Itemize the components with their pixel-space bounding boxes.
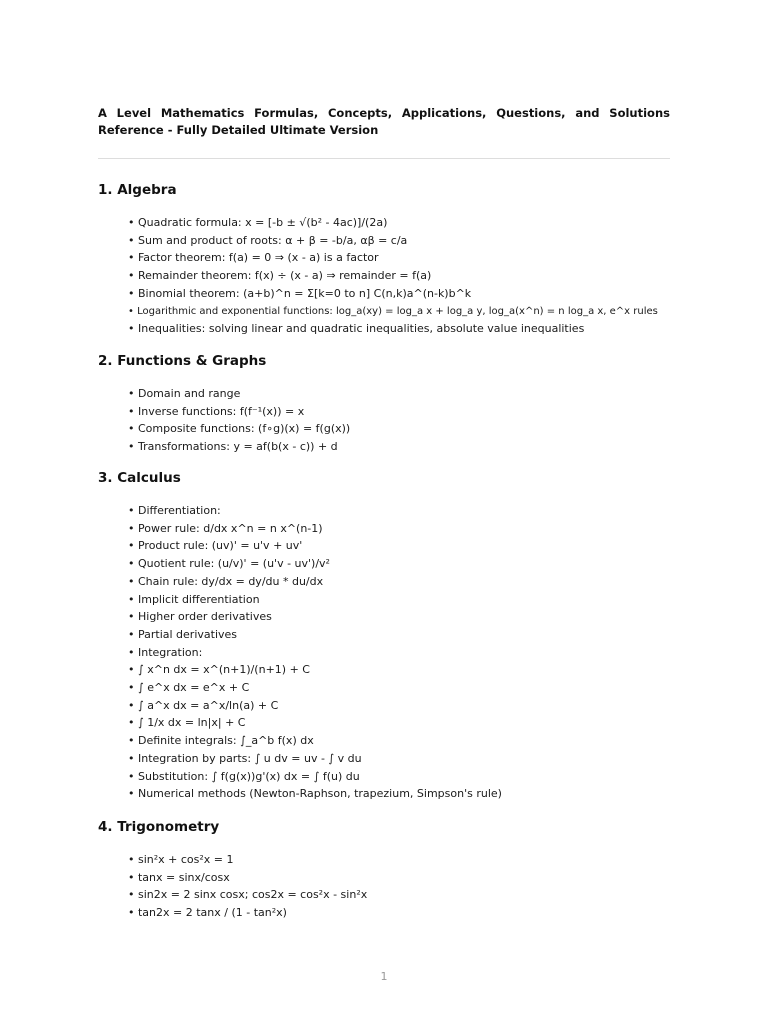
list-item: • tanx = sinx/cosx — [128, 870, 230, 884]
document-page — [98, 0, 670, 1024]
list-item: • Implicit differentiation — [128, 592, 260, 606]
list-item: • Power rule: d/dx x^n = n x^(n-1) — [128, 521, 323, 535]
section-heading: 4. Trigonometry — [98, 819, 220, 835]
list-item: • Integration: — [128, 645, 203, 659]
list-item: • Quotient rule: (u/v)' = (u'v - uv')/v² — [128, 557, 330, 571]
list-item: • Chain rule: dy/dx = dy/du * du/dx — [128, 574, 324, 588]
list-item: • sin²x + cos²x = 1 — [128, 853, 234, 866]
section-heading: 1. Algebra — [98, 182, 177, 198]
list-item: • ∫ x^n dx = x^(n+1)/(n+1) + C — [128, 663, 310, 677]
list-item: • Quadratic formula: x = [-b ± √(b² - 4ac)]/(2a) — [128, 216, 388, 229]
title-divider — [98, 158, 670, 159]
list-item: • Binomial theorem: (a+b)^n = Σ[k=0 to n] C(n,k)a^(n-k)b^k — [128, 286, 472, 300]
section-item-list — [128, 502, 670, 803]
list-item: • Product rule: (uv)' = u'v + uv' — [128, 539, 303, 553]
section-functions-graphs — [98, 352, 670, 456]
list-item: • tan2x = 2 tanx / (1 - tan²x) — [128, 906, 287, 920]
list-item: • ∫ 1/x dx = ln|x| + C — [128, 716, 246, 730]
list-item: • ∫ a^x dx = a^x/ln(a) + C — [128, 698, 279, 712]
section-heading: 3. Calculus — [98, 470, 181, 486]
list-item: • Numerical methods (Newton-Raphson, trapezium, Simpson's rule) — [128, 787, 502, 801]
page-number: 1 — [380, 970, 388, 983]
list-item: • Composite functions: (f∘g)(x) = f(g(x)) — [128, 422, 351, 436]
section-calculus — [98, 469, 670, 803]
list-item: • Definite integrals: ∫_a^b f(x) dx — [128, 734, 314, 748]
list-item: • Remainder theorem: f(x) ÷ (x - a) ⇒ remainder = f(a) — [128, 269, 432, 283]
list-item: • Substitution: ∫ f(g(x))g'(x) dx = ∫ f(u) du — [128, 769, 360, 783]
section-trigonometry — [98, 818, 670, 922]
list-item: • Inverse functions: f(f⁻¹(x)) = x — [128, 404, 305, 418]
list-item: • Transformations: y = af(b(x - c)) + d — [128, 440, 338, 454]
list-item: • ∫ e^x dx = e^x + C — [128, 681, 250, 695]
list-item: • Inequalities: solving linear and quadratic inequalities, absolute value inequalities — [128, 322, 585, 336]
list-item: • Sum and product of roots: α + β = -b/a, αβ = c/a — [128, 233, 408, 247]
list-item: • Logarithmic and exponential functions: log_a(xy) = log_a x + log_a y, log_a(x^n) = n log_a x, e^x rules — [128, 305, 658, 317]
list-item: • Differentiation: — [128, 504, 221, 517]
list-item: • Factor theorem: f(a) = 0 ⇒ (x - a) is a factor — [128, 251, 379, 265]
section-item-list — [128, 385, 670, 456]
section-algebra — [98, 181, 670, 338]
section-heading: 2. Functions & Graphs — [98, 353, 267, 369]
list-item: • sin2x = 2 sinx cosx; cos2x = cos²x - sin²x — [128, 888, 368, 902]
list-item: • Partial derivatives — [128, 627, 238, 641]
list-item: • Integration by parts: ∫ u dv = uv - ∫ v du — [128, 751, 362, 765]
section-item-list — [128, 851, 670, 922]
list-item: • Higher order derivatives — [128, 610, 272, 624]
section-item-list — [128, 214, 670, 338]
document-title: A Level Mathematics Formulas, Concepts, Applications, Questions, and Solutions Reference - Fully Detailed Ultimate Version — [98, 106, 670, 137]
list-item: • Domain and range — [128, 387, 241, 400]
